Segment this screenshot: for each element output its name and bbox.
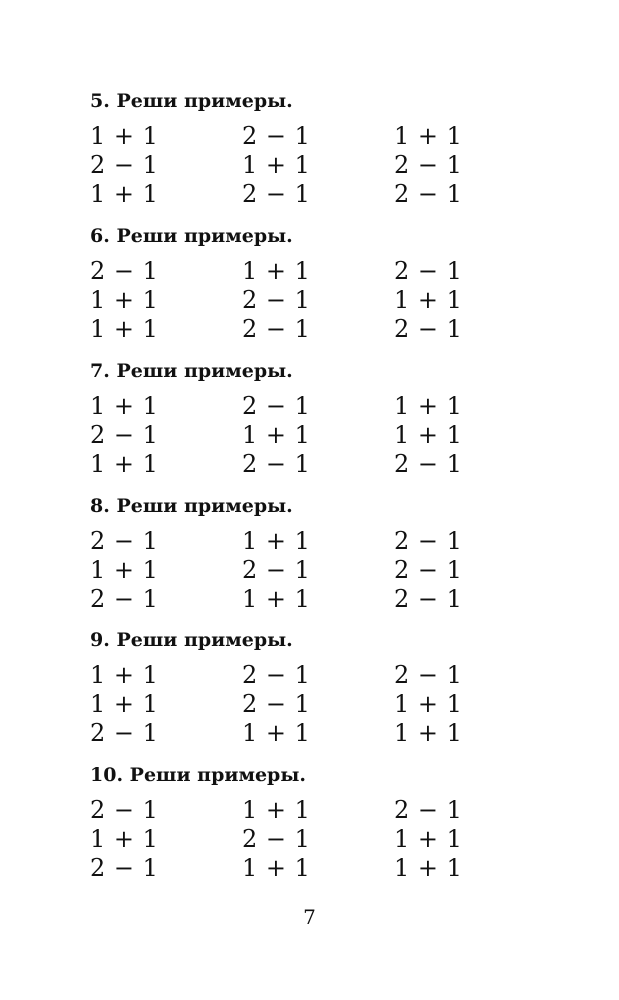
math-problem: 2 − 1 (394, 151, 463, 179)
exercise-heading: 9. Реши примеры. (90, 629, 293, 651)
math-problem: 1 + 1 (394, 421, 463, 449)
math-problem: 1 + 1 (90, 122, 159, 150)
math-problem: 1 + 1 (90, 690, 159, 718)
math-problem: 2 − 1 (242, 180, 311, 208)
math-problem: 1 + 1 (90, 315, 159, 343)
exercise-5 (90, 88, 510, 209)
problems-grid (90, 122, 510, 209)
math-problem: 2 − 1 (242, 122, 311, 150)
math-problem: 1 + 1 (90, 450, 159, 478)
math-problem: 2 − 1 (394, 556, 463, 584)
math-problem: 1 + 1 (394, 825, 463, 853)
math-problem: 1 + 1 (394, 122, 463, 150)
math-problem: 2 − 1 (90, 719, 159, 747)
math-problem: 2 − 1 (394, 796, 463, 824)
math-problem: 1 + 1 (90, 661, 159, 689)
math-problem: 2 − 1 (242, 315, 311, 343)
math-problem: 2 − 1 (90, 527, 159, 555)
problems-grid (90, 257, 510, 344)
math-problem: 1 + 1 (394, 392, 463, 420)
math-problem: 2 − 1 (90, 796, 159, 824)
exercise-heading: 8. Реши примеры. (90, 495, 293, 517)
math-problem: 1 + 1 (242, 257, 311, 285)
exercise-heading: 7. Реши примеры. (90, 360, 293, 382)
math-problem: 1 + 1 (394, 719, 463, 747)
math-problem: 2 − 1 (394, 585, 463, 613)
math-problem: 2 − 1 (90, 854, 159, 882)
exercise-6 (90, 223, 510, 344)
math-problem: 1 + 1 (90, 286, 159, 314)
math-problem: 2 − 1 (90, 585, 159, 613)
math-problem: 2 − 1 (394, 450, 463, 478)
problems-grid (90, 392, 510, 479)
math-problem: 2 − 1 (394, 180, 463, 208)
math-problem: 1 + 1 (242, 854, 311, 882)
problems-grid (90, 796, 510, 883)
math-problem: 1 + 1 (394, 286, 463, 314)
math-problem: 1 + 1 (90, 392, 159, 420)
math-problem: 2 − 1 (394, 257, 463, 285)
math-problem: 2 − 1 (394, 661, 463, 689)
math-problem: 2 − 1 (90, 257, 159, 285)
page-number: 7 (303, 905, 316, 929)
math-problem: 2 − 1 (242, 556, 311, 584)
math-problem: 2 − 1 (394, 315, 463, 343)
exercise-8 (90, 493, 510, 614)
exercise-9 (90, 627, 510, 748)
exercise-heading: 10. Реши примеры. (90, 764, 306, 786)
math-problem: 1 + 1 (90, 556, 159, 584)
math-problem: 2 − 1 (90, 151, 159, 179)
math-problem: 2 − 1 (242, 690, 311, 718)
math-problem: 1 + 1 (90, 180, 159, 208)
math-problem: 1 + 1 (242, 719, 311, 747)
math-problem: 2 − 1 (394, 527, 463, 555)
math-problem: 1 + 1 (242, 421, 311, 449)
problems-grid (90, 527, 510, 614)
exercise-7 (90, 358, 510, 479)
math-problem: 1 + 1 (242, 585, 311, 613)
math-problem: 2 − 1 (242, 392, 311, 420)
math-problem: 2 − 1 (242, 825, 311, 853)
math-problem: 2 − 1 (90, 421, 159, 449)
exercise-heading: 6. Реши примеры. (90, 225, 293, 247)
math-problem: 2 − 1 (242, 450, 311, 478)
exercise-10 (90, 762, 510, 883)
math-problem: 1 + 1 (394, 854, 463, 882)
math-problem: 1 + 1 (242, 527, 311, 555)
problems-grid (90, 661, 510, 748)
math-problem: 1 + 1 (394, 690, 463, 718)
math-problem: 1 + 1 (242, 796, 311, 824)
math-problem: 1 + 1 (242, 151, 311, 179)
math-problem: 2 − 1 (242, 286, 311, 314)
math-problem: 2 − 1 (242, 661, 311, 689)
math-problem: 1 + 1 (90, 825, 159, 853)
exercise-heading: 5. Реши примеры. (90, 90, 293, 112)
